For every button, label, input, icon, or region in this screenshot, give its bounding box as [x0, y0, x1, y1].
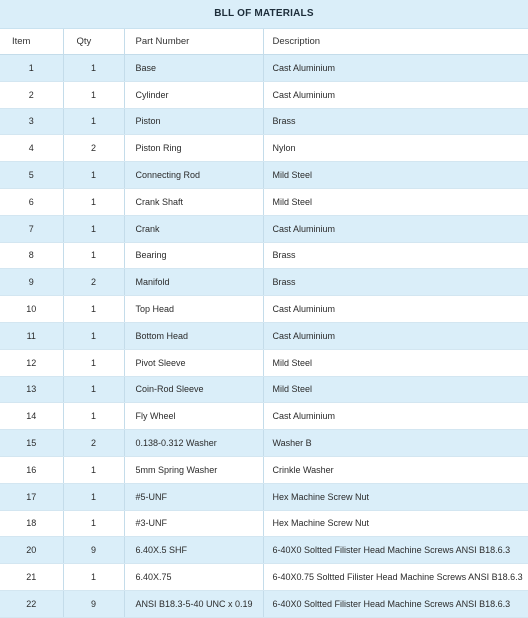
item-cell: 18 [0, 510, 63, 537]
description-cell: Brass [263, 269, 528, 296]
qty-cell: 1 [63, 456, 124, 483]
table-row [0, 188, 528, 215]
item-cell: 2 [0, 81, 63, 108]
qty-cell: 2 [63, 269, 124, 296]
description-cell: Mild Steel [263, 349, 528, 376]
qty-cell: 1 [63, 188, 124, 215]
item-cell: 14 [0, 403, 63, 430]
description-cell: 6-40X0 Soltted Filister Head Machine Screws ANSI B18.6.3 [263, 537, 528, 564]
qty-cell: 1 [63, 322, 124, 349]
description-cell: 6-40X0 Soltted Filister Head Machine Screws ANSI B18.6.3 [263, 590, 528, 617]
part-number-cell: Base [124, 55, 263, 82]
item-cell: 4 [0, 135, 63, 162]
description-cell: Nylon [263, 135, 528, 162]
qty-cell: 1 [63, 81, 124, 108]
table-row [0, 403, 528, 430]
part-number-cell: #5-UNF [124, 483, 263, 510]
qty-cell: 1 [63, 483, 124, 510]
qty-cell: 1 [63, 242, 124, 269]
qty-cell: 2 [63, 430, 124, 457]
qty-cell: 1 [63, 55, 124, 82]
part-number-cell: Top Head [124, 296, 263, 323]
description-cell: Hex Machine Screw Nut [263, 510, 528, 537]
description-cell: Cast Aluminium [263, 296, 528, 323]
column-header-qty: Qty [63, 29, 124, 55]
part-number-cell: Crank Shaft [124, 188, 263, 215]
qty-cell: 2 [63, 135, 124, 162]
table-row [0, 162, 528, 189]
table-row [0, 590, 528, 617]
description-cell: Cast Aluminium [263, 322, 528, 349]
table-row [0, 108, 528, 135]
description-cell: Brass [263, 242, 528, 269]
description-cell: Mild Steel [263, 162, 528, 189]
description-cell: Hex Machine Screw Nut [263, 483, 528, 510]
part-number-cell: Cylinder [124, 81, 263, 108]
table-row [0, 269, 528, 296]
qty-cell: 1 [63, 108, 124, 135]
part-number-cell: Connecting Rod [124, 162, 263, 189]
description-cell: Cast Aluminium [263, 403, 528, 430]
table-row [0, 376, 528, 403]
description-cell: Cast Aluminium [263, 81, 528, 108]
qty-cell: 1 [63, 564, 124, 591]
description-cell: Cast Aluminium [263, 215, 528, 242]
item-cell: 9 [0, 269, 63, 296]
column-header-description: Description [263, 29, 528, 55]
item-cell: 10 [0, 296, 63, 323]
part-number-cell: 6.40X.5 SHF [124, 537, 263, 564]
part-number-cell: Bearing [124, 242, 263, 269]
part-number-cell: Coin-Rod Sleeve [124, 376, 263, 403]
item-cell: 12 [0, 349, 63, 376]
description-cell: Mild Steel [263, 188, 528, 215]
description-cell: Cast Aluminium [263, 55, 528, 82]
description-cell: Crinkle Washer [263, 456, 528, 483]
item-cell: 6 [0, 188, 63, 215]
qty-cell: 1 [63, 215, 124, 242]
qty-cell: 1 [63, 162, 124, 189]
header-row [0, 29, 528, 55]
part-number-cell: 5mm Spring Washer [124, 456, 263, 483]
table-row [0, 349, 528, 376]
part-number-cell: Manifold [124, 269, 263, 296]
qty-cell: 9 [63, 590, 124, 617]
column-header-part-number: Part Number [124, 29, 263, 55]
table-row [0, 430, 528, 457]
item-cell: 3 [0, 108, 63, 135]
part-number-cell: ANSI B18.3-5-40 UNC x 0.19 [124, 590, 263, 617]
item-cell: 1 [0, 55, 63, 82]
item-cell: 11 [0, 322, 63, 349]
table-row [0, 135, 528, 162]
qty-cell: 1 [63, 403, 124, 430]
table-row [0, 296, 528, 323]
qty-cell: 1 [63, 349, 124, 376]
part-number-cell: #3-UNF [124, 510, 263, 537]
table-row [0, 510, 528, 537]
table-row [0, 242, 528, 269]
qty-cell: 1 [63, 510, 124, 537]
qty-cell: 1 [63, 296, 124, 323]
column-header-item: Item [0, 29, 63, 55]
part-number-cell: Piston [124, 108, 263, 135]
description-cell: Mild Steel [263, 376, 528, 403]
table-row [0, 483, 528, 510]
part-number-cell: 0.138-0.312 Washer [124, 430, 263, 457]
description-cell: 6-40X0.75 Soltted Filister Head Machine Screws ANSI B18.6.3 [263, 564, 528, 591]
part-number-cell: Fly Wheel [124, 403, 263, 430]
description-cell: Brass [263, 108, 528, 135]
table-row [0, 322, 528, 349]
item-cell: 16 [0, 456, 63, 483]
table-body [0, 55, 528, 618]
table-row [0, 215, 528, 242]
item-cell: 8 [0, 242, 63, 269]
table-row [0, 537, 528, 564]
item-cell: 22 [0, 590, 63, 617]
item-cell: 15 [0, 430, 63, 457]
table-row [0, 55, 528, 82]
part-number-cell: Pivot Sleeve [124, 349, 263, 376]
item-cell: 21 [0, 564, 63, 591]
bom-table [0, 29, 528, 618]
qty-cell: 1 [63, 376, 124, 403]
item-cell: 17 [0, 483, 63, 510]
item-cell: 7 [0, 215, 63, 242]
item-cell: 5 [0, 162, 63, 189]
part-number-cell: Crank [124, 215, 263, 242]
qty-cell: 9 [63, 537, 124, 564]
table-row [0, 564, 528, 591]
description-cell: Washer B [263, 430, 528, 457]
table-row [0, 456, 528, 483]
part-number-cell: 6.40X.75 [124, 564, 263, 591]
part-number-cell: Piston Ring [124, 135, 263, 162]
table-row [0, 81, 528, 108]
part-number-cell: Bottom Head [124, 322, 263, 349]
item-cell: 20 [0, 537, 63, 564]
item-cell: 13 [0, 376, 63, 403]
table-title: BLL OF MATERIALS [0, 0, 528, 29]
